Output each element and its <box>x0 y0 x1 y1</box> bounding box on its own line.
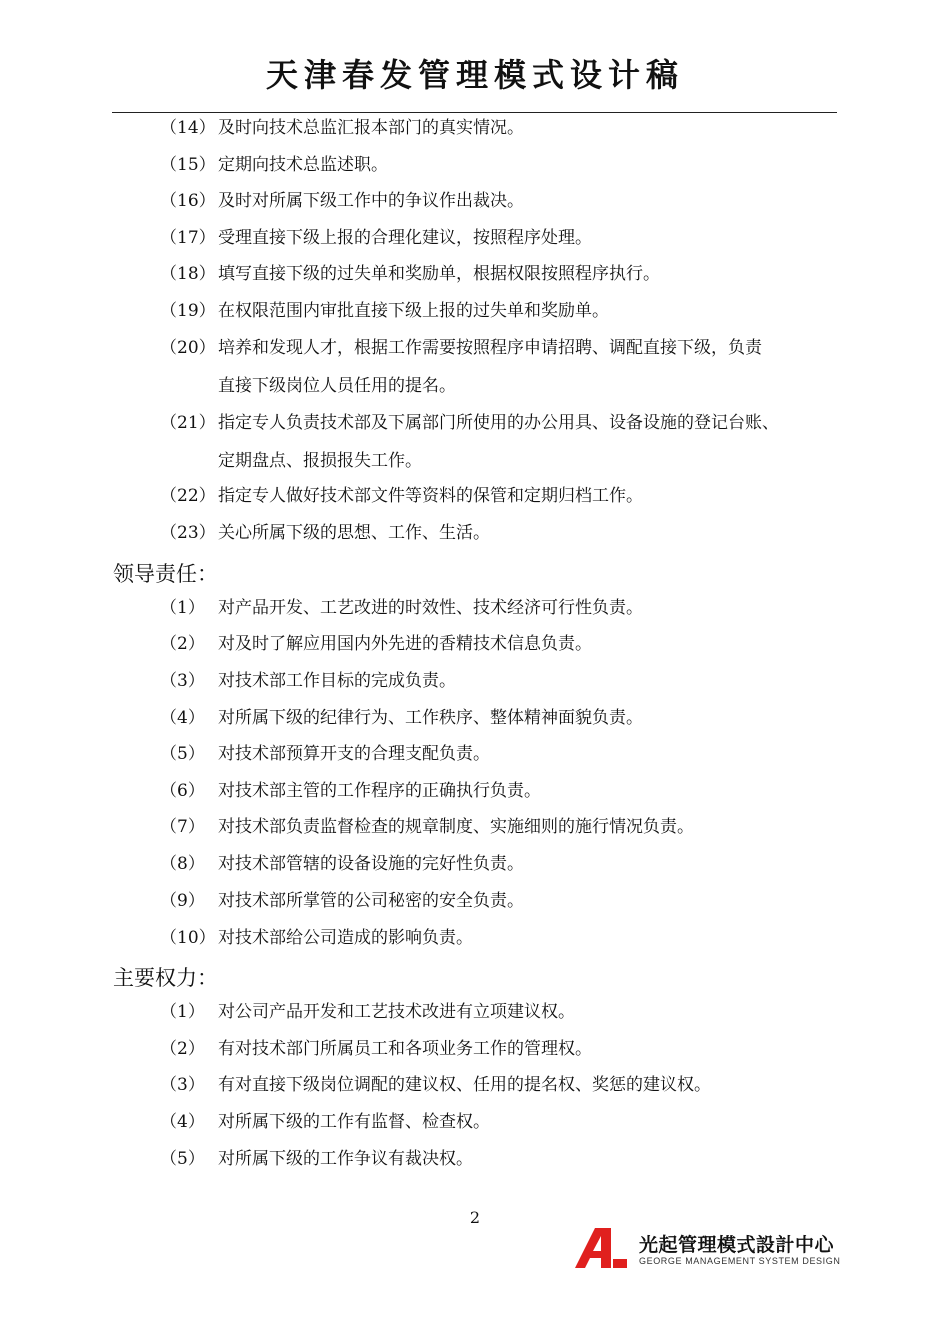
list-item <box>160 147 850 184</box>
list-item <box>160 220 850 257</box>
item-text: 对公司产品开发和工艺技术改进有立项建议权。 <box>218 1002 575 1022</box>
item-text: 定期向技术总监述职。 <box>218 155 388 175</box>
item-number: （4） <box>160 708 205 728</box>
item-text: 及时向技术总监汇报本部门的真实情况。 <box>218 118 524 138</box>
item-number: （17） <box>160 228 216 248</box>
list-item <box>160 663 850 700</box>
item-text: 有对直接下级岗位调配的建议权、任用的提名权、奖惩的建议权。 <box>218 1075 711 1095</box>
item-number: （1） <box>160 598 205 618</box>
item-number: （8） <box>160 854 205 874</box>
item-number: （1） <box>160 1002 205 1022</box>
item-text: 对技术部预算开支的合理支配负责。 <box>218 744 490 764</box>
list-item <box>160 405 850 442</box>
list-item <box>160 110 850 147</box>
page-number: 2 <box>469 1208 481 1227</box>
list-item <box>160 256 850 293</box>
item-text: 指定专人做好技术部文件等资料的保管和定期归档工作。 <box>218 486 643 506</box>
item-number: （10） <box>160 928 216 948</box>
item-number: （2） <box>160 1039 205 1059</box>
item-text: 有对技术部门所属员工和各项业务工作的管理权。 <box>218 1039 592 1059</box>
list-item <box>160 590 850 627</box>
item-number: （23） <box>160 523 216 543</box>
item-number: （15） <box>160 155 216 175</box>
item-text: 受理直接下级上报的合理化建议，按照程序处理。 <box>218 228 592 248</box>
item-text: 对技术部管辖的设备设施的完好性负责。 <box>218 854 524 874</box>
item-text: 在权限范围内审批直接下级上报的过失单和奖励单。 <box>218 301 609 321</box>
list-item <box>160 478 850 515</box>
item-number: （5） <box>160 744 205 764</box>
item-number: （9） <box>160 891 205 911</box>
item-text: 对技术部主管的工作程序的正确执行负责。 <box>218 781 541 801</box>
list-item <box>160 293 850 330</box>
list-item <box>160 809 850 846</box>
logo-a-bar <box>613 1259 627 1268</box>
list-item <box>160 736 850 773</box>
list-item <box>160 626 850 663</box>
item-number: （2） <box>160 634 205 654</box>
item-text: 对技术部工作目标的完成负责。 <box>218 671 456 691</box>
item-number: （19） <box>160 301 216 321</box>
section-heading-powers: 主要权力： <box>113 966 218 990</box>
section-heading-leadership: 领导责任： <box>113 562 218 586</box>
list-item <box>160 1067 850 1104</box>
item-number: （7） <box>160 817 205 837</box>
item-number: （3） <box>160 1075 205 1095</box>
item-text: 培养和发现人才，根据工作需要按照程序申请招聘、调配直接下级，负责 <box>218 338 762 358</box>
list-item <box>160 994 850 1031</box>
item-text: 对产品开发、工艺改进的时效性、技术经济可行性负责。 <box>218 598 643 618</box>
item-text: 及时对所属下级工作中的争议作出裁决。 <box>218 191 524 211</box>
item-text: 对及时了解应用国内外先进的香精技术信息负责。 <box>218 634 592 654</box>
list-item <box>160 1104 850 1141</box>
logo-english-name: GEORGE MANAGEMENT SYSTEM DESIGN <box>639 1256 841 1266</box>
item-number: （20） <box>160 338 216 358</box>
company-logo <box>575 1228 840 1272</box>
item-text-continuation: 定期盘点、报损报失工作。 <box>218 451 422 471</box>
item-number: （18） <box>160 264 216 284</box>
list-item <box>160 515 850 552</box>
item-number: （4） <box>160 1112 205 1132</box>
list-item <box>160 1031 850 1068</box>
list-item <box>160 883 850 920</box>
list-item <box>160 846 850 883</box>
item-number: （16） <box>160 191 216 211</box>
list-item <box>160 330 850 367</box>
item-text: 对技术部负责监督检查的规章制度、实施细则的施行情况负责。 <box>218 817 694 837</box>
item-number: （3） <box>160 671 205 691</box>
item-text: 对所属下级的工作有监督、检查权。 <box>218 1112 490 1132</box>
item-text: 对所属下级的工作争议有裁决权。 <box>218 1149 473 1169</box>
logo-a-shape <box>575 1228 611 1268</box>
item-text: 填写直接下级的过失单和奖励单，根据权限按照程序执行。 <box>218 264 660 284</box>
item-number: （22） <box>160 486 216 506</box>
item-text-continuation: 直接下级岗位人员任用的提名。 <box>218 376 456 396</box>
item-number: （21） <box>160 413 216 433</box>
list-item <box>160 183 850 220</box>
logo-a-mark-icon <box>575 1228 631 1268</box>
logo-chinese-name: 光起管理模式設計中心 <box>639 1234 835 1256</box>
list-item <box>160 1141 850 1178</box>
item-text: 对所属下级的纪律行为、工作秩序、整体精神面貌负责。 <box>218 708 643 728</box>
item-text: 关心所属下级的思想、工作、生活。 <box>218 523 490 543</box>
list-item <box>160 773 850 810</box>
list-item <box>160 700 850 737</box>
item-text: 对技术部给公司造成的影响负责。 <box>218 928 473 948</box>
item-number: （14） <box>160 118 216 138</box>
list-item <box>160 920 850 957</box>
item-text: 对技术部所掌管的公司秘密的安全负责。 <box>218 891 524 911</box>
item-text: 指定专人负责技术部及下属部门所使用的办公用具、设备设施的登记台账、 <box>218 413 779 433</box>
item-number: （6） <box>160 781 205 801</box>
page-title: 天津春发管理模式设计稿 <box>265 56 684 94</box>
item-number: （5） <box>160 1149 205 1169</box>
